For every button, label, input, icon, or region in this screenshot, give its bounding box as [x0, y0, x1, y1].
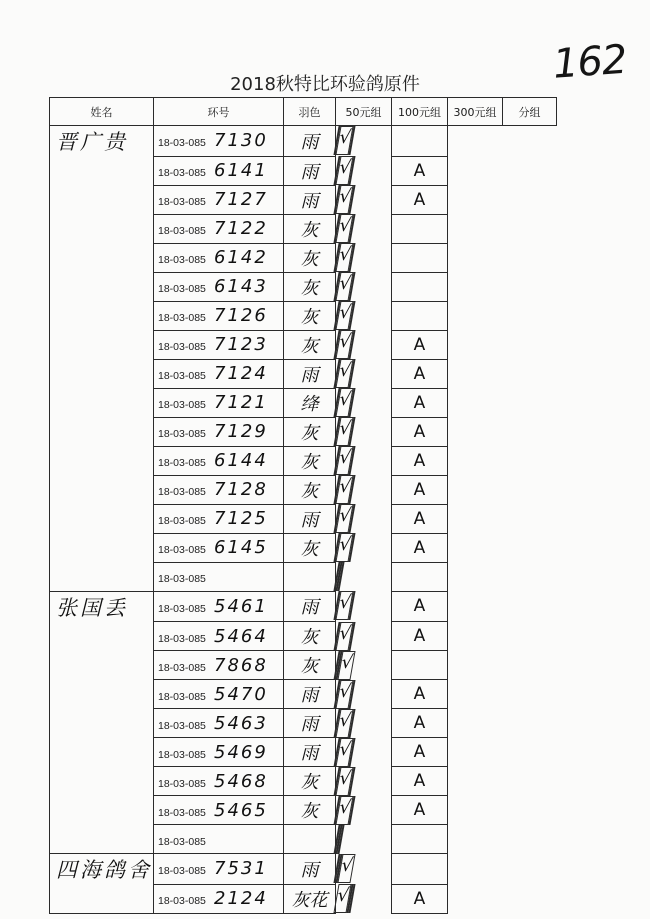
- feather-color-cell: [284, 562, 336, 591]
- feather-color-cell: 灰: [284, 767, 336, 796]
- group-cell: A: [392, 709, 448, 738]
- owner-cell: [50, 475, 154, 504]
- feather-color-cell: 灰: [284, 796, 336, 825]
- feather-color-cell: 灰: [284, 446, 336, 475]
- feather-color-cell: 雨: [284, 854, 336, 885]
- table-row: [50, 475, 557, 504]
- feather-color-cell: 雨: [284, 591, 336, 622]
- ring-prefix: 18-03-085: [158, 283, 206, 295]
- g300-check-cell: √: [337, 854, 356, 883]
- feather-color-cell: 雨: [284, 680, 336, 709]
- owner-cell: [50, 417, 154, 446]
- feather-color-cell: 雨: [284, 126, 336, 157]
- feather-color-cell: 灰: [284, 301, 336, 330]
- group-cell: A: [392, 533, 448, 562]
- ring-number: 5469: [214, 741, 268, 763]
- table-row: [50, 796, 557, 825]
- ring-prefix: 18-03-085: [158, 865, 206, 878]
- ring-number-cell: [154, 562, 284, 591]
- ring-number: 7124: [214, 363, 268, 384]
- ring-prefix: 18-03-085: [158, 661, 206, 674]
- group-cell: A: [392, 185, 448, 214]
- ring-number-cell: [154, 796, 284, 825]
- feather-color-cell: 雨: [284, 709, 336, 738]
- table-row: [50, 591, 557, 622]
- ring-number: 7868: [214, 654, 268, 676]
- ring-prefix: 18-03-085: [158, 602, 206, 615]
- group-cell: A: [392, 738, 448, 767]
- group-cell: [392, 272, 448, 301]
- g100-check-cell: √: [335, 446, 354, 475]
- ring-number-cell: [154, 243, 284, 272]
- ring-prefix: 18-03-085: [158, 312, 206, 324]
- feather-color-cell: 雨: [284, 359, 336, 388]
- owner-cell: [50, 272, 154, 301]
- g100-check-cell: √: [335, 622, 354, 651]
- g100-check-cell: √: [335, 301, 354, 330]
- g100-check-cell: √: [335, 156, 354, 185]
- feather-color-cell: 雨: [284, 738, 336, 767]
- ring-number: 7122: [214, 218, 268, 239]
- ring-number-cell: [154, 446, 284, 475]
- ring-number: 5470: [214, 683, 268, 705]
- group-cell: A: [392, 680, 448, 709]
- owner-cell: [50, 301, 154, 330]
- g50-check-cell: √: [333, 884, 352, 913]
- header-color: 羽色: [284, 98, 336, 126]
- g100-check-cell: √: [335, 214, 354, 243]
- feather-color-cell: 绛: [284, 388, 336, 417]
- table-row: [50, 767, 557, 796]
- g100-check-cell: √: [335, 504, 354, 533]
- ring-number: 7129: [214, 421, 268, 442]
- ring-number-cell: [154, 301, 284, 330]
- ring-number-cell: [154, 738, 284, 767]
- table-row: [50, 359, 557, 388]
- table-row: [50, 156, 557, 185]
- ring-prefix: 18-03-085: [158, 777, 206, 790]
- group-cell: A: [392, 475, 448, 504]
- group-cell: [392, 562, 448, 591]
- ring-prefix: 18-03-085: [158, 690, 206, 703]
- feather-color-cell: 灰: [284, 417, 336, 446]
- feather-color-cell: 雨: [284, 504, 336, 533]
- group-cell: [392, 126, 448, 157]
- g100-check-cell: √: [335, 243, 354, 272]
- owner-cell: [50, 562, 154, 591]
- g100-check-cell: √: [335, 680, 354, 709]
- group-cell: A: [392, 884, 448, 913]
- owner-cell: [50, 738, 154, 767]
- owner-cell: [50, 185, 154, 214]
- owner-cell: [50, 243, 154, 272]
- table-row: [50, 272, 557, 301]
- page-number: 162: [551, 36, 628, 88]
- group-cell: A: [392, 417, 448, 446]
- owner-cell: [50, 884, 154, 913]
- table-row: [50, 214, 557, 243]
- owner-cell: [50, 156, 154, 185]
- g100-check-cell: √: [335, 272, 354, 301]
- feather-color-cell: 灰: [284, 651, 336, 680]
- group-cell: A: [392, 767, 448, 796]
- ring-number-cell: [154, 185, 284, 214]
- owner-cell: [50, 796, 154, 825]
- ring-prefix: 18-03-085: [158, 748, 206, 761]
- ring-number: 6144: [214, 450, 268, 471]
- ring-prefix: 18-03-085: [158, 632, 206, 645]
- header-row: [50, 98, 557, 126]
- header-ring: 环号: [154, 98, 284, 126]
- feather-color-cell: 雨: [284, 156, 336, 185]
- group-cell: A: [392, 591, 448, 622]
- ring-number-cell: [154, 680, 284, 709]
- group-cell: A: [392, 446, 448, 475]
- ring-prefix: 18-03-085: [158, 486, 206, 498]
- table-row: [50, 330, 557, 359]
- owner-cell: [50, 680, 154, 709]
- ring-number-cell: [154, 330, 284, 359]
- ring-number-cell: [154, 417, 284, 446]
- owner-cell: [50, 446, 154, 475]
- ring-prefix: 18-03-085: [158, 399, 206, 411]
- ring-number-cell: [154, 591, 284, 622]
- table-row: [50, 738, 557, 767]
- owner-cell: [50, 651, 154, 680]
- feather-color-cell: 灰: [284, 214, 336, 243]
- ring-number: 7130: [214, 130, 268, 152]
- group-cell: [392, 301, 448, 330]
- pigeon-registration-table: [49, 97, 557, 914]
- g100-check-cell: √: [335, 767, 354, 796]
- ring-number: 7125: [214, 508, 268, 529]
- table-row: [50, 709, 557, 738]
- ring-prefix: 18-03-085: [158, 895, 206, 907]
- ring-prefix: 18-03-085: [158, 341, 206, 353]
- group-cell: A: [392, 330, 448, 359]
- g100-check-cell: √: [335, 388, 354, 417]
- header-50-group: 50元组: [336, 98, 392, 126]
- g100-check-cell: √: [335, 709, 354, 738]
- feather-color-cell: 灰: [284, 243, 336, 272]
- owner-cell: 晋广贵: [50, 126, 154, 157]
- ring-number: 7126: [214, 305, 268, 326]
- owner-cell: 张国丢: [50, 591, 154, 622]
- header-100-group: 100元组: [392, 98, 448, 126]
- ring-prefix: 18-03-085: [158, 573, 206, 585]
- group-cell: A: [392, 388, 448, 417]
- group-cell: A: [392, 504, 448, 533]
- ring-prefix: 18-03-085: [158, 719, 206, 732]
- ring-prefix: 18-03-085: [158, 167, 206, 179]
- ring-number-cell: [154, 533, 284, 562]
- ring-prefix: 18-03-085: [158, 254, 206, 266]
- table-row: [50, 243, 557, 272]
- ring-prefix: 18-03-085: [158, 544, 206, 556]
- table-row: [50, 301, 557, 330]
- feather-color-cell: 灰: [284, 272, 336, 301]
- ring-number-cell: [154, 767, 284, 796]
- ring-number: 7531: [214, 858, 268, 880]
- g100-check-cell: √: [335, 738, 354, 767]
- table-row: [50, 825, 557, 854]
- g100-check-cell: √: [335, 533, 354, 562]
- group-cell: A: [392, 156, 448, 185]
- owner-cell: [50, 359, 154, 388]
- table-row: [50, 185, 557, 214]
- owner-cell: [50, 214, 154, 243]
- owner-cell: [50, 622, 154, 651]
- ring-prefix: 18-03-085: [158, 457, 206, 469]
- ring-number: 5464: [214, 625, 268, 647]
- owner-cell: 四海鸽舍: [50, 854, 154, 885]
- owner-cell: [50, 504, 154, 533]
- table-row: [50, 680, 557, 709]
- ring-number-cell: [154, 214, 284, 243]
- g100-check-cell: √: [335, 417, 354, 446]
- ring-number: 6142: [214, 247, 268, 268]
- header-group: 分组: [503, 98, 557, 126]
- feather-color-cell: 灰: [284, 533, 336, 562]
- ring-number: 7121: [214, 392, 268, 413]
- feather-color-cell: [284, 825, 336, 854]
- owner-cell: [50, 388, 154, 417]
- group-cell: [392, 651, 448, 680]
- table-row: [50, 126, 557, 157]
- g300-check-cell: √: [337, 651, 356, 680]
- group-cell: [392, 214, 448, 243]
- feather-color-cell: 灰: [284, 475, 336, 504]
- table-row: [50, 504, 557, 533]
- ring-number: 6143: [214, 276, 268, 297]
- table-row: [50, 533, 557, 562]
- g100-check-cell: √: [335, 359, 354, 388]
- g100-check-cell: √: [335, 185, 354, 214]
- group-cell: A: [392, 359, 448, 388]
- table-row: [50, 884, 557, 913]
- ring-number: 7123: [214, 334, 268, 355]
- ring-number-cell: [154, 651, 284, 680]
- feather-color-cell: 灰花: [284, 884, 336, 913]
- owner-cell: [50, 533, 154, 562]
- table-row: [50, 651, 557, 680]
- ring-prefix: 18-03-085: [158, 515, 206, 527]
- ring-prefix: 18-03-085: [158, 225, 206, 237]
- table-row: [50, 446, 557, 475]
- ring-number: 5463: [214, 712, 268, 734]
- group-cell: A: [392, 622, 448, 651]
- owner-cell: [50, 767, 154, 796]
- table-row: [50, 388, 557, 417]
- header-name: 姓名: [50, 98, 154, 126]
- feather-color-cell: 灰: [284, 330, 336, 359]
- ring-number-cell: [154, 126, 284, 157]
- ring-number: 7127: [214, 189, 268, 210]
- group-cell: [392, 825, 448, 854]
- ring-number: 6145: [214, 537, 268, 558]
- ring-number: 5461: [214, 595, 268, 617]
- ring-number: 2124: [214, 888, 268, 909]
- g100-check-cell: √: [335, 796, 354, 825]
- owner-cell: [50, 825, 154, 854]
- header-300-group: 300元组: [448, 98, 503, 126]
- group-cell: [392, 854, 448, 885]
- g100-check-cell: √: [335, 330, 354, 359]
- ring-prefix: 18-03-085: [158, 137, 206, 150]
- table-row: [50, 562, 557, 591]
- ring-number-cell: [154, 272, 284, 301]
- ring-number: 6141: [214, 160, 268, 181]
- ring-prefix: 18-03-085: [158, 835, 206, 848]
- ring-number-cell: [154, 504, 284, 533]
- ring-number: 7128: [214, 479, 268, 500]
- ring-number-cell: [154, 854, 284, 885]
- owner-cell: [50, 330, 154, 359]
- ring-number-cell: [154, 825, 284, 854]
- ring-prefix: 18-03-085: [158, 428, 206, 440]
- ring-number: 5465: [214, 799, 268, 821]
- table-row: [50, 854, 557, 885]
- ring-number-cell: [154, 884, 284, 913]
- ring-number: 5468: [214, 770, 268, 792]
- owner-cell: [50, 709, 154, 738]
- g100-check-cell: √: [335, 591, 354, 620]
- document-title: 2018秋特比环验鸽原件: [230, 74, 420, 95]
- ring-number-cell: [154, 156, 284, 185]
- group-cell: A: [392, 796, 448, 825]
- ring-number-cell: [154, 709, 284, 738]
- group-cell: [392, 243, 448, 272]
- feather-color-cell: 雨: [284, 185, 336, 214]
- g100-check-cell: √: [335, 126, 354, 155]
- table-row: [50, 622, 557, 651]
- ring-prefix: 18-03-085: [158, 806, 206, 819]
- feather-color-cell: 灰: [284, 622, 336, 651]
- ring-number-cell: [154, 359, 284, 388]
- ring-prefix: 18-03-085: [158, 370, 206, 382]
- table-row: [50, 417, 557, 446]
- g100-check-cell: √: [335, 475, 354, 504]
- ring-prefix: 18-03-085: [158, 196, 206, 208]
- ring-number-cell: [154, 622, 284, 651]
- ring-number-cell: [154, 388, 284, 417]
- ring-number-cell: [154, 475, 284, 504]
